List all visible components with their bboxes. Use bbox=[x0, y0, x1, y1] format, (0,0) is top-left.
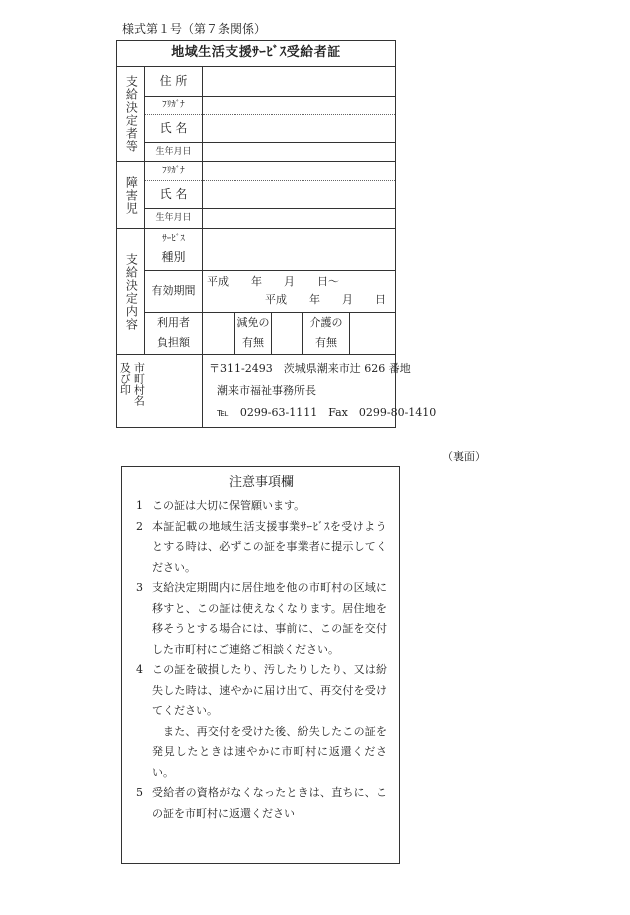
notice-item bbox=[136, 578, 387, 660]
child-birthdate-label: 生年月日 bbox=[145, 209, 203, 229]
recipient-name-field[interactable] bbox=[203, 115, 396, 143]
notice-item-number: 1 bbox=[136, 499, 143, 512]
exemption-label-bottom: 有無 bbox=[235, 334, 272, 355]
recipient-certificate-card bbox=[116, 40, 437, 428]
recipient-birthdate-field[interactable] bbox=[203, 143, 396, 162]
recipient-furigana-label: ﾌﾘｶﾞﾅ bbox=[145, 97, 203, 115]
municipality-label-b: 市町村名 bbox=[132, 362, 146, 406]
service-type-label-line2: 種別 bbox=[161, 249, 186, 264]
child-furigana-field[interactable] bbox=[203, 162, 396, 181]
child-name-label: 氏 名 bbox=[145, 181, 203, 209]
validity-start: 平成 年 月 日～ bbox=[207, 275, 339, 289]
burden-label-top: 利用者 bbox=[145, 313, 203, 334]
notice-item-text: 受給者の資格がなくなったときは、直ちに、この証を市町村に返還ください bbox=[152, 786, 387, 820]
address-label: 住 所 bbox=[145, 67, 203, 97]
municipality-label-cell bbox=[117, 355, 203, 428]
notice-item-text: この証は大切に保管願います。 bbox=[152, 499, 306, 512]
care-field[interactable] bbox=[350, 313, 396, 355]
child-name-field[interactable] bbox=[203, 181, 396, 209]
card-title: 地域生活支援ｻｰﾋﾞｽ受給者証 bbox=[117, 41, 396, 67]
care-label-bottom: 有無 bbox=[303, 334, 350, 355]
notice-item bbox=[136, 660, 387, 783]
address-field[interactable] bbox=[203, 67, 396, 97]
notice-item-text: 支給決定期間内に居住地を他の市町村の区域に移すと、この証は使えなくなります。居住地を移そうとする場合には、事前に、この証を交付した市町村にご連絡ご相談ください。 bbox=[152, 581, 387, 656]
child-section bbox=[117, 162, 145, 229]
care-label-top: 介護の bbox=[303, 313, 350, 334]
recipient-birthdate-label: 生年月日 bbox=[145, 143, 203, 162]
service-type-label-line1: ｻｰﾋﾞｽ bbox=[162, 234, 185, 245]
service-type-field[interactable] bbox=[203, 229, 396, 271]
notice-item bbox=[136, 496, 387, 517]
child-furigana-label: ﾌﾘｶﾞﾅ bbox=[145, 162, 203, 181]
burden-label-bottom: 負担額 bbox=[145, 334, 203, 355]
form-number-label: 様式第１号（第７条関係） bbox=[122, 22, 267, 36]
recipient-section-label: 支給決定者等 bbox=[124, 75, 139, 153]
child-birthdate-field[interactable] bbox=[203, 209, 396, 229]
exemption-label-top: 減免の bbox=[235, 313, 272, 334]
municipality-label-a: 及び印 bbox=[118, 362, 132, 395]
decision-section-label: 支給決定内容 bbox=[124, 252, 139, 331]
child-section-label: 障害児 bbox=[124, 175, 139, 215]
notice-item bbox=[136, 517, 387, 579]
exemption-field[interactable] bbox=[272, 313, 303, 355]
recipient-name-label: 氏 名 bbox=[145, 115, 203, 143]
notice-item-number: 5 bbox=[136, 786, 143, 799]
municipality-address: 〒311-2493 茨城県潮来市辻 626 番地 bbox=[209, 362, 411, 375]
validity-period-label: 有効期間 bbox=[145, 271, 203, 313]
recipient-section bbox=[117, 67, 145, 162]
back-side-label: （裏面） bbox=[442, 450, 486, 463]
notice-title: 注意事項欄 bbox=[228, 475, 294, 490]
notice-item-number: 2 bbox=[136, 519, 143, 533]
notice-item-number: 3 bbox=[136, 581, 143, 594]
notice-box bbox=[121, 466, 400, 864]
notice-item-extra-text: また、再交付を受けた後、紛失したこの証を発見したときは速やかに市町村に返還ください。 bbox=[152, 724, 387, 779]
service-type-label bbox=[145, 229, 203, 271]
municipality-office: 潮来市福祉事務所長 bbox=[217, 384, 316, 397]
recipient-furigana-field[interactable] bbox=[203, 97, 396, 115]
notice-item-number: 4 bbox=[136, 663, 143, 676]
municipality-contact: ℡ 0299-63-1111 Fax 0299-80-1410 bbox=[217, 406, 437, 419]
validity-end: 平成 年 月 日 bbox=[265, 293, 386, 306]
validity-period-field[interactable] bbox=[203, 271, 396, 313]
notice-item bbox=[136, 783, 387, 824]
burden-field[interactable] bbox=[203, 313, 235, 355]
notice-item-text: 本証記載の地域生活支援事業ｻｰﾋﾞｽを受けようとする時は、必ずこの証を事業者に提示してください。 bbox=[152, 519, 387, 574]
decision-section bbox=[117, 229, 145, 355]
notice-item-text: この証を破損したり、汚したりしたり、又は紛失した時は、速やかに届け出て、再交付を受けてください。 bbox=[152, 663, 387, 717]
municipality-info bbox=[203, 355, 437, 428]
